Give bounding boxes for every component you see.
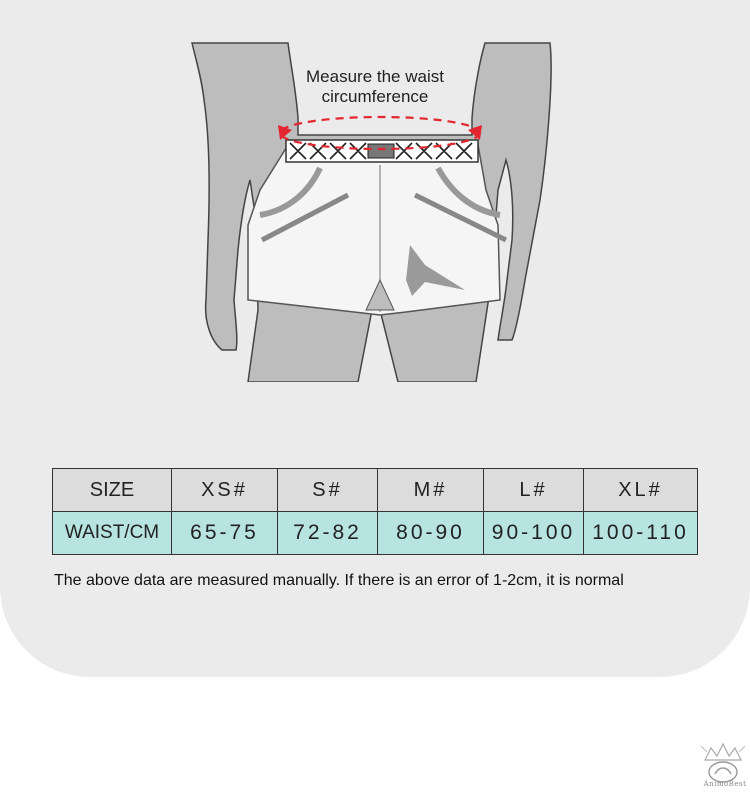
waist-cell-l: 90-100	[484, 512, 584, 555]
size-chart-table	[52, 468, 698, 555]
measure-label-line2: circumference	[321, 87, 429, 106]
size-cell-xl: XL#	[584, 469, 698, 512]
size-cell-m: M#	[378, 469, 484, 512]
measure-instruction	[280, 67, 470, 107]
brand-name: AnimoBest	[703, 780, 747, 788]
size-row-label: SIZE	[53, 469, 172, 512]
size-header-row	[53, 469, 698, 512]
measurement-note: The above data are measured manually. If there is an error of 1-2cm, it is normal	[54, 572, 624, 589]
waist-row	[53, 512, 698, 555]
size-cell-xs: XS#	[172, 469, 278, 512]
waist-cell-s: 72-82	[278, 512, 378, 555]
size-cell-s: S#	[278, 469, 378, 512]
measure-label-line1: Measure the waist	[306, 67, 444, 86]
waist-cell-m: 80-90	[378, 512, 484, 555]
size-cell-l: L#	[484, 469, 584, 512]
waist-row-label: WAIST/CM	[53, 512, 172, 555]
waist-cell-xs: 65-75	[172, 512, 278, 555]
waist-cell-xl: 100-110	[584, 512, 698, 555]
